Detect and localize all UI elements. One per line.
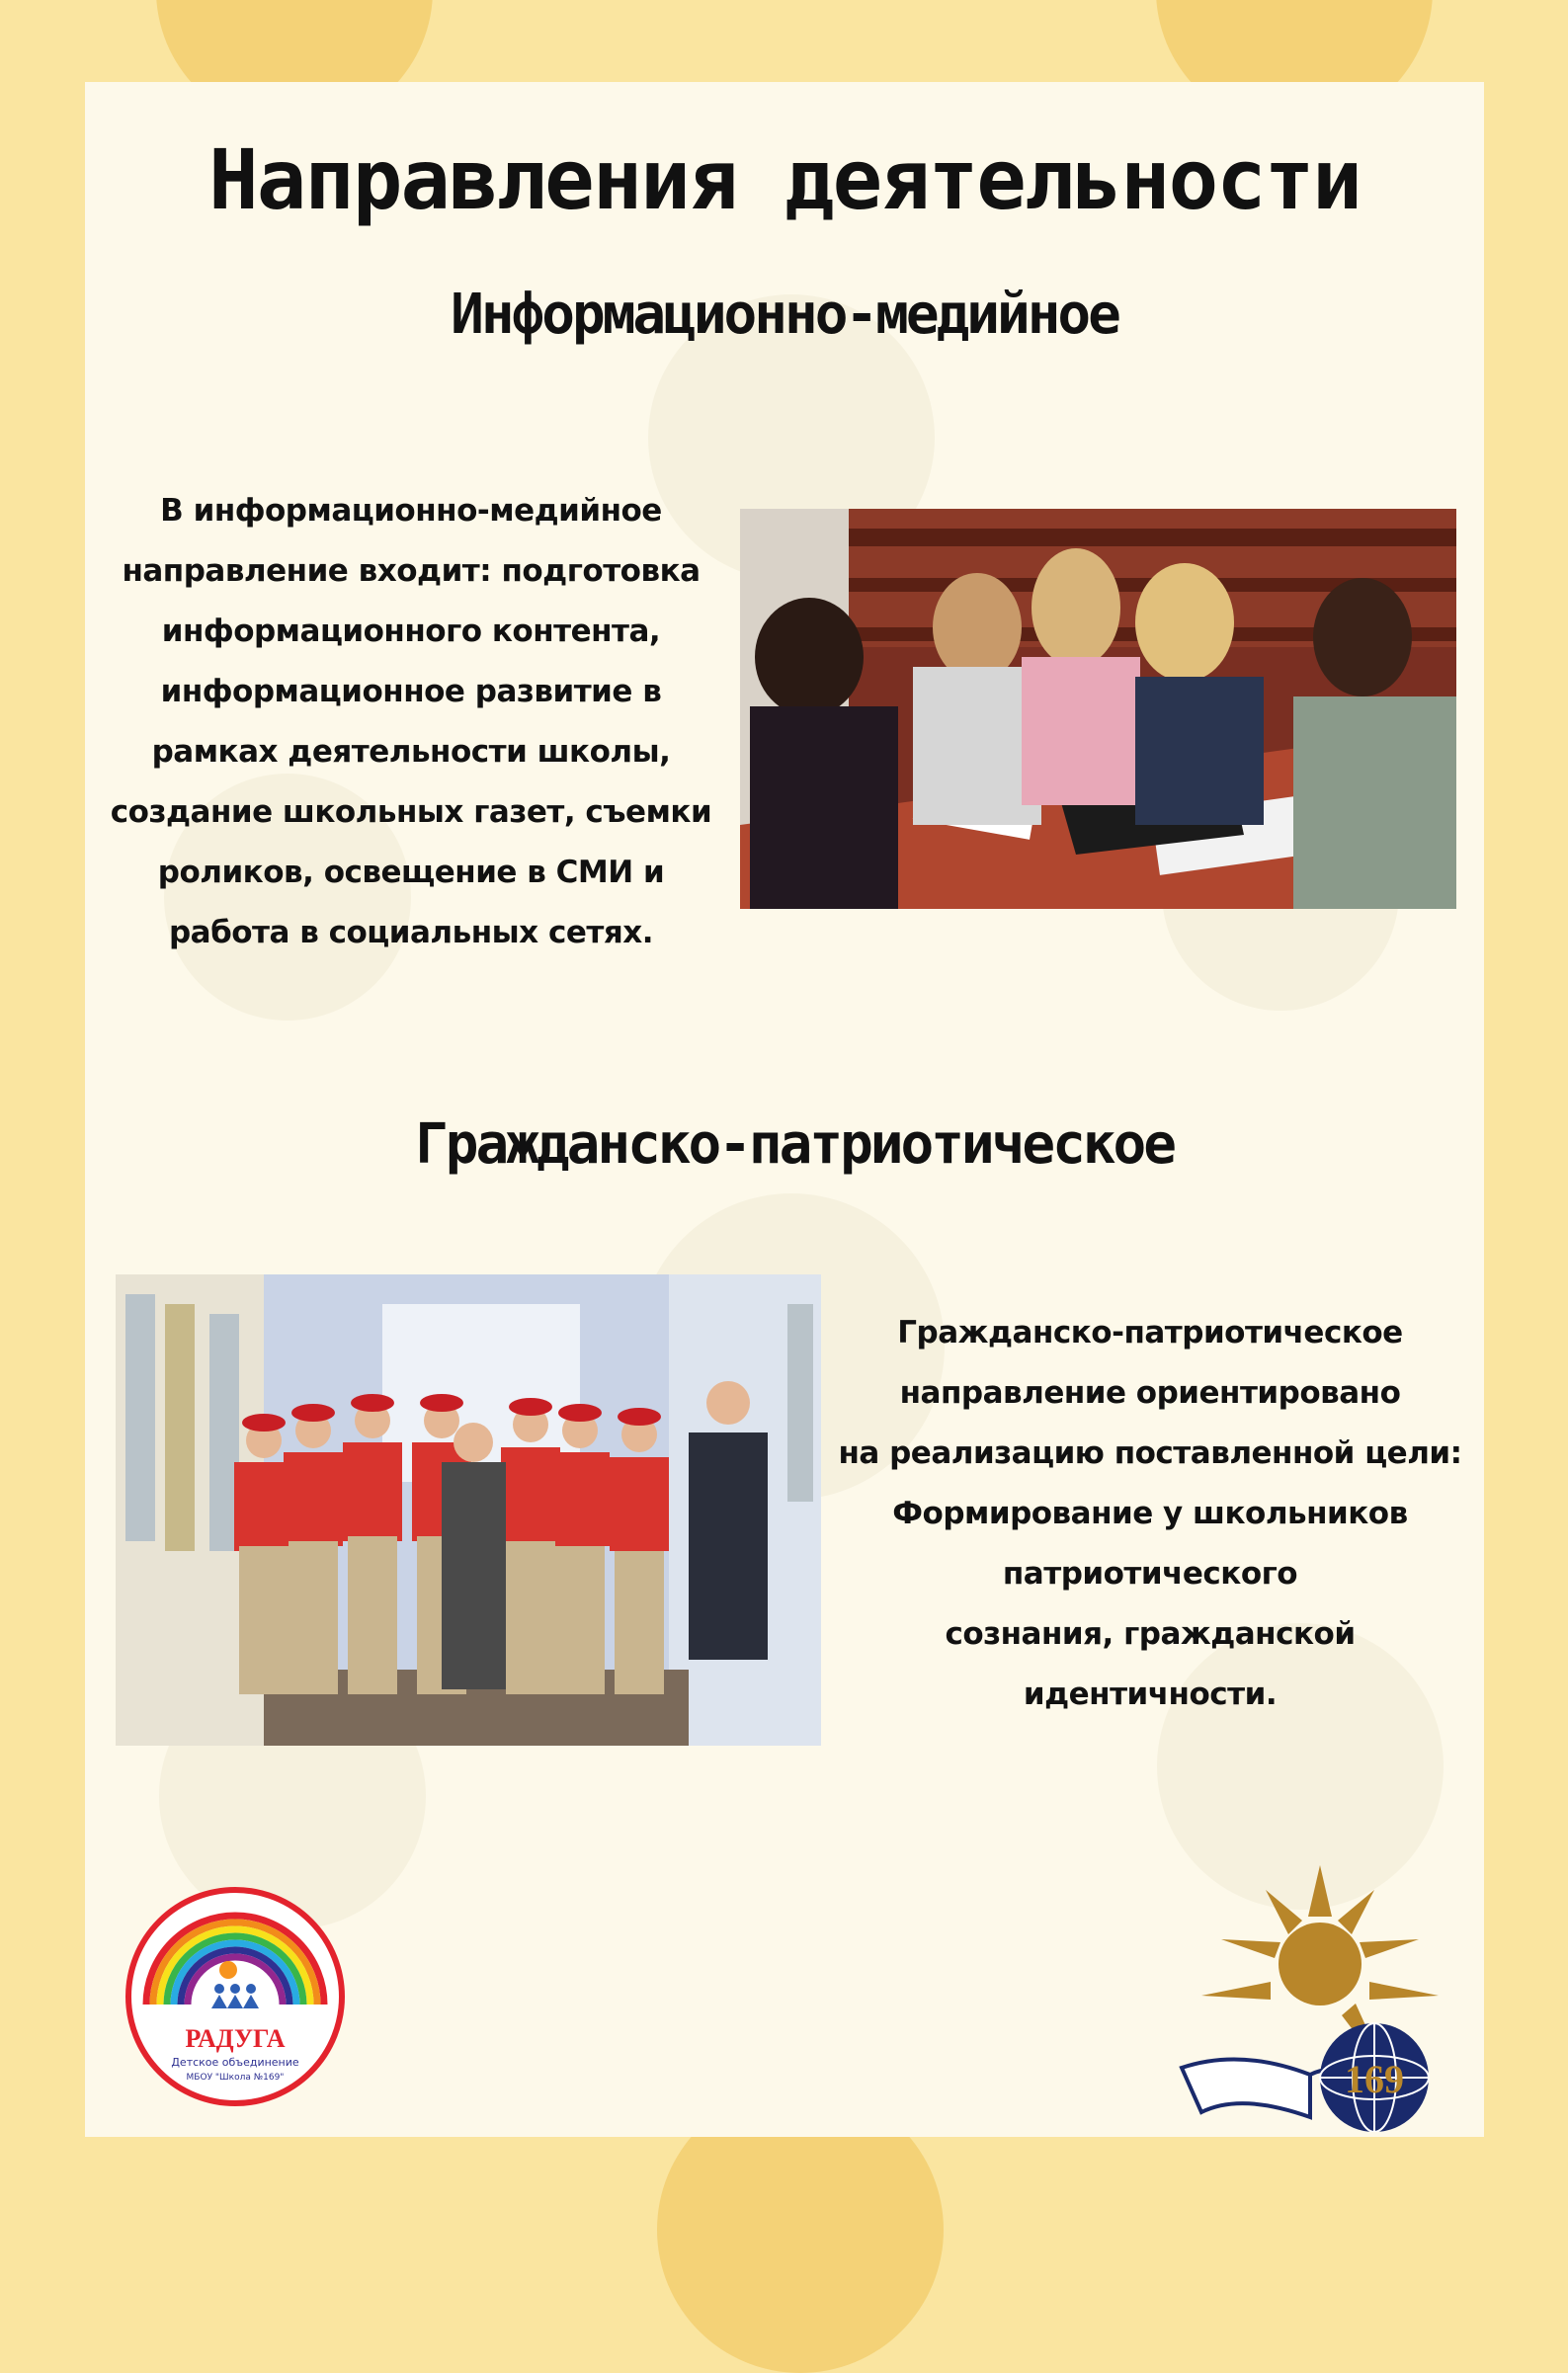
text-line: рамках деятельности школы, [151,734,671,770]
text-line: идентичности. [1023,1677,1278,1712]
text-line: В информационно-медийное [160,493,662,529]
text-line: патриотического [1002,1556,1298,1592]
text-line: информационное развитие в [160,674,662,709]
school-logo-number: 169 [1345,2057,1404,2101]
raduga-logo-subtitle: Детское объединение [171,2056,299,2069]
raduga-logo-name: РАДУГА [185,2024,286,2053]
cadets-group-photo [116,1274,821,1746]
page-card [85,82,1484,2137]
section-text-media [85,481,737,963]
text-line: создание школьных газет, съемки [110,794,712,830]
text-line: направление ориентировано [899,1375,1401,1411]
text-line: работа в социальных сетях. [168,915,654,950]
page-title: Направления деятельности [208,131,1361,228]
section-text-patriotic [814,1303,1484,1725]
text-line: Гражданско-патриотическое [897,1315,1403,1350]
text-line: информационного контента, [161,614,661,649]
section-heading-media: Информационно-медийное [451,283,1118,347]
text-line: сознания, гражданской [945,1616,1356,1652]
school-169-logo [1172,1855,1468,2132]
students-at-laptop-photo [740,509,1456,909]
text-line: роликов, освещение в СМИ и [157,855,665,890]
raduga-logo [124,1886,347,2108]
text-line: направление входит: подготовка [122,553,701,589]
section-heading-patriotic: Гражданско-патриотическое [415,1112,1174,1177]
text-line: на реализацию поставленной цели: [838,1435,1462,1471]
text-line: Формирование у школьников [892,1496,1408,1531]
raduga-logo-school: МБОУ "Школа №169" [186,2073,285,2083]
